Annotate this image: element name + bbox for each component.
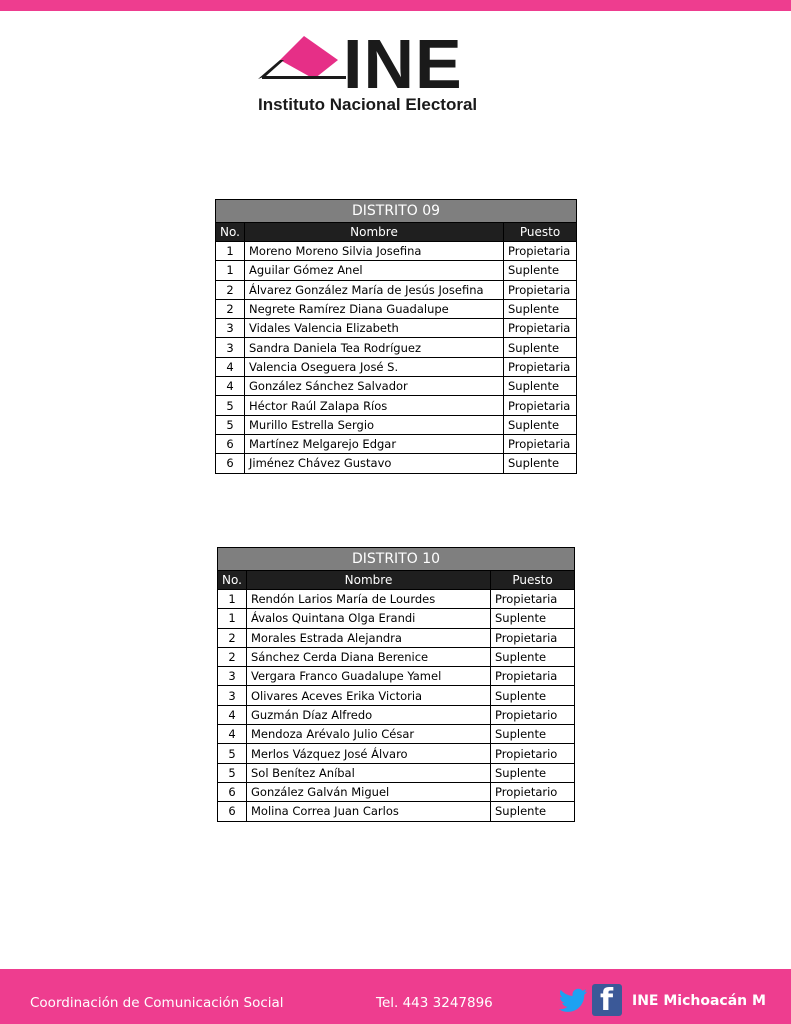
row-number: 1 (216, 261, 245, 280)
row-number: 2 (218, 628, 247, 647)
column-header-puesto: Puesto (491, 571, 575, 590)
row-puesto: Suplente (491, 609, 575, 628)
ine-logo (258, 25, 523, 116)
table-row (218, 590, 575, 609)
row-puesto: Propietaria (504, 242, 577, 261)
table-row (216, 242, 577, 261)
row-puesto: Propietaria (504, 357, 577, 376)
row-nombre: Morales Estrada Alejandra (247, 628, 491, 647)
top-accent-bar (0, 0, 791, 11)
row-number: 1 (216, 242, 245, 261)
row-number: 2 (216, 299, 245, 318)
distrito-09-table (215, 199, 577, 474)
row-nombre: Moreno Moreno Silvia Josefina (245, 242, 504, 261)
row-nombre: Rendón Larios María de Lourdes (247, 590, 491, 609)
table-row (216, 319, 577, 338)
column-header-puesto: Puesto (504, 223, 577, 242)
row-number: 2 (216, 280, 245, 299)
row-number: 1 (218, 609, 247, 628)
row-nombre: Guzmán Díaz Alfredo (247, 705, 491, 724)
table-row (218, 802, 575, 821)
row-puesto: Propietaria (504, 280, 577, 299)
table-row (218, 705, 575, 724)
row-puesto: Propietario (491, 705, 575, 724)
facebook-icon[interactable]: f (592, 984, 622, 1016)
row-puesto: Suplente (504, 454, 577, 473)
footer-social-handle[interactable]: INE Michoacán M (632, 993, 766, 1009)
row-puesto: Propietaria (504, 319, 577, 338)
table-title: DISTRITO 09 (216, 200, 577, 223)
table-row (218, 744, 575, 763)
row-number: 3 (216, 319, 245, 338)
row-nombre: Negrete Ramírez Diana Guadalupe (245, 299, 504, 318)
row-puesto: Suplente (491, 725, 575, 744)
table-row (218, 647, 575, 666)
row-puesto: Propietaria (504, 396, 577, 415)
row-number: 4 (216, 357, 245, 376)
twitter-icon[interactable] (558, 988, 588, 1014)
row-number: 6 (216, 434, 245, 453)
column-header-nombre: Nombre (245, 223, 504, 242)
distrito-10-table (217, 547, 575, 822)
row-nombre: Murillo Estrella Sergio (245, 415, 504, 434)
table-row (216, 454, 577, 473)
table-row (218, 686, 575, 705)
footer-phone: Tel. 443 3247896 (376, 995, 493, 1011)
row-number: 4 (216, 377, 245, 396)
row-nombre: Martínez Melgarejo Edgar (245, 434, 504, 453)
table-row (218, 609, 575, 628)
row-puesto: Propietaria (504, 434, 577, 453)
row-nombre: Ávalos Quintana Olga Erandi (247, 609, 491, 628)
table-row (216, 357, 577, 376)
footer-coordination: Coordinación de Comunicación Social (30, 995, 284, 1011)
row-nombre: Álvarez González María de Jesús Josefina (245, 280, 504, 299)
table-row (216, 261, 577, 280)
row-puesto: Propietario (491, 782, 575, 801)
table-row (216, 377, 577, 396)
column-header-no: No. (218, 571, 247, 590)
footer-bar (0, 969, 791, 1024)
row-number: 5 (216, 396, 245, 415)
row-puesto: Suplente (491, 686, 575, 705)
row-puesto: Suplente (491, 763, 575, 782)
row-number: 3 (218, 667, 247, 686)
table-row (218, 628, 575, 647)
table-title: DISTRITO 10 (218, 548, 575, 571)
row-puesto: Propietaria (491, 590, 575, 609)
row-puesto: Propietaria (491, 628, 575, 647)
row-puesto: Suplente (491, 802, 575, 821)
table-row (216, 299, 577, 318)
table-row (216, 280, 577, 299)
column-header-no: No. (216, 223, 245, 242)
table-row (216, 338, 577, 357)
row-puesto: Suplente (504, 299, 577, 318)
row-nombre: Sol Benítez Aníbal (247, 763, 491, 782)
table-row (218, 763, 575, 782)
row-nombre: Sandra Daniela Tea Rodríguez (245, 338, 504, 357)
row-nombre: Aguilar Gómez Anel (245, 261, 504, 280)
row-puesto: Suplente (504, 338, 577, 357)
table-row (218, 782, 575, 801)
row-number: 5 (218, 763, 247, 782)
row-nombre: González Sánchez Salvador (245, 377, 504, 396)
row-nombre: González Galván Miguel (247, 782, 491, 801)
ballot-box-logo-icon (258, 34, 353, 89)
row-puesto: Suplente (504, 377, 577, 396)
row-number: 3 (218, 686, 247, 705)
row-puesto: Suplente (504, 261, 577, 280)
logo-subtitle: Instituto Nacional Electoral (258, 95, 478, 114)
row-puesto: Propietario (491, 744, 575, 763)
row-nombre: Héctor Raúl Zalapa Ríos (245, 396, 504, 415)
row-number: 5 (218, 744, 247, 763)
row-puesto: Suplente (504, 415, 577, 434)
row-nombre: Jiménez Chávez Gustavo (245, 454, 504, 473)
row-nombre: Valencia Oseguera José S. (245, 357, 504, 376)
table-row (216, 415, 577, 434)
row-number: 6 (216, 454, 245, 473)
row-nombre: Vergara Franco Guadalupe Yamel (247, 667, 491, 686)
row-nombre: Sánchez Cerda Diana Berenice (247, 647, 491, 666)
row-number: 6 (218, 782, 247, 801)
row-number: 1 (218, 590, 247, 609)
table-row (218, 667, 575, 686)
logo-wordmark: INE (343, 25, 463, 103)
row-number: 5 (216, 415, 245, 434)
row-nombre: Merlos Vázquez José Álvaro (247, 744, 491, 763)
table-row (216, 434, 577, 453)
row-nombre: Vidales Valencia Elizabeth (245, 319, 504, 338)
row-puesto: Propietaria (491, 667, 575, 686)
row-nombre: Mendoza Arévalo Julio César (247, 725, 491, 744)
table-row (216, 396, 577, 415)
row-nombre: Olivares Aceves Erika Victoria (247, 686, 491, 705)
row-number: 4 (218, 705, 247, 724)
row-number: 3 (216, 338, 245, 357)
row-puesto: Suplente (491, 647, 575, 666)
row-number: 4 (218, 725, 247, 744)
row-number: 6 (218, 802, 247, 821)
column-header-nombre: Nombre (247, 571, 491, 590)
table-row (218, 725, 575, 744)
row-nombre: Molina Correa Juan Carlos (247, 802, 491, 821)
row-number: 2 (218, 647, 247, 666)
